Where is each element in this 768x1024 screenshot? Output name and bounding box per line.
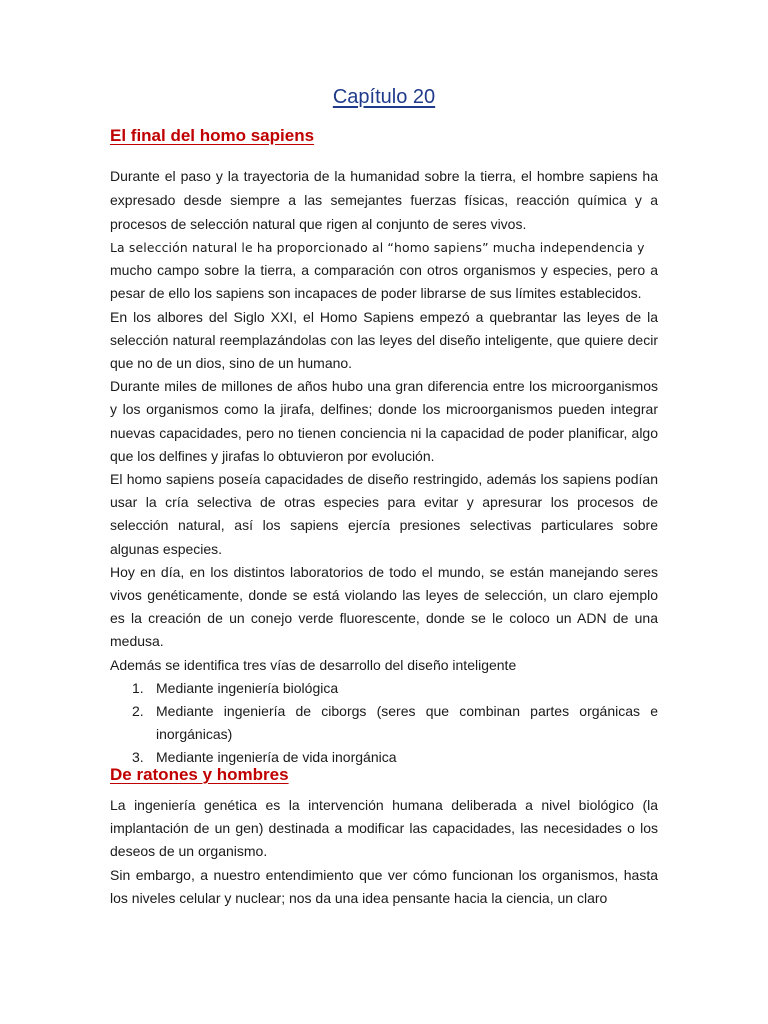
list-item-number: 2. <box>132 703 144 720</box>
list-item-text: Mediante ingeniería de vida inorgánica <box>156 749 397 766</box>
list-item-number: 1. <box>132 679 144 696</box>
list-intro: Además se identifica tres vías de desarrollo del diseño inteligente <box>110 656 517 673</box>
paragraph-lead-line: La selección natural le ha proporcionado al “homo sapiens” mucha independencia y <box>110 240 645 255</box>
paragraph: En los albores del Siglo XXI, el Homo Sapiens empezó a quebrantar las leyes de la selección natural reemplazándolas con las leyes del diseño inteligente, que quiere decir que no de un dios, sino de un humano. <box>110 308 658 372</box>
paragraph: mucho campo sobre la tierra, a comparación con otros organismos y especies, pero a pesar de ello los sapiens son incapaces de poder librarse de sus límites establecidos. <box>110 262 658 302</box>
list-item <box>110 677 658 700</box>
section-body-final-homo-sapiens <box>110 164 658 770</box>
section-heading-final-homo-sapiens: El final del homo sapiens <box>110 126 315 145</box>
numbered-list <box>110 677 658 770</box>
chapter-title: Capítulo 20 <box>332 86 436 108</box>
paragraph: La ingeniería genética es la intervención humana deliberada a nivel biológico (la implantación de un gen) destinada a modificar las capacidades, las necesidades o los deseos de un organismo. <box>110 797 658 860</box>
list-item-text: Mediante ingeniería biológica <box>156 679 339 696</box>
paragraph: Durante el paso y la trayectoria de la humanidad sobre la tierra, el hombre sapiens ha expresado desde siempre a las semejantes fuerzas físicas, reacción química y a procesos de selección natural que rigen al conjunto de seres vivos. <box>110 168 658 232</box>
section-heading-ratones-hombres: De ratones y hombres <box>110 765 289 784</box>
paragraph: Sin embargo, a nuestro entendimiento que ver cómo funcionan los organismos, hasta los niveles celular y nuclear; nos da una idea pensante hacia la ciencia, un claro <box>110 866 658 906</box>
list-item-number: 3. <box>132 749 144 766</box>
paragraph: El homo sapiens poseía capacidades de diseño restringido, además los sapiens podían usar la cría selectiva de otras especies para evitar y apresurar los procesos de selección natural, así los sapiens ejercía presiones selectivas particulares sobre algunas especies. <box>110 471 658 557</box>
list-item <box>110 700 658 746</box>
section-body-ratones-hombres <box>110 794 658 910</box>
paragraph: Durante miles de millones de años hubo una gran diferencia entre los microorganismos y los organismos como la jirafa, delfines; donde los microorganismos pueden integrar nuevas capacidades, pero no tienen conciencia ni la capacidad de poder planificar, algo que los delfines y jirafas lo obtuvieron por evolución. <box>110 378 658 464</box>
list-item-text: Mediante ingeniería de ciborgs (seres que combinan partes orgánicas e inorgánicas) <box>156 703 658 743</box>
paragraph: Hoy en día, en los distintos laboratorios de todo el mundo, se están manejando seres vivos genéticamente, donde se está violando las leyes de selección, un claro ejemplo es la creación de un conejo verde fluorescente, donde se le coloco un ADN de una medusa. <box>110 563 658 650</box>
